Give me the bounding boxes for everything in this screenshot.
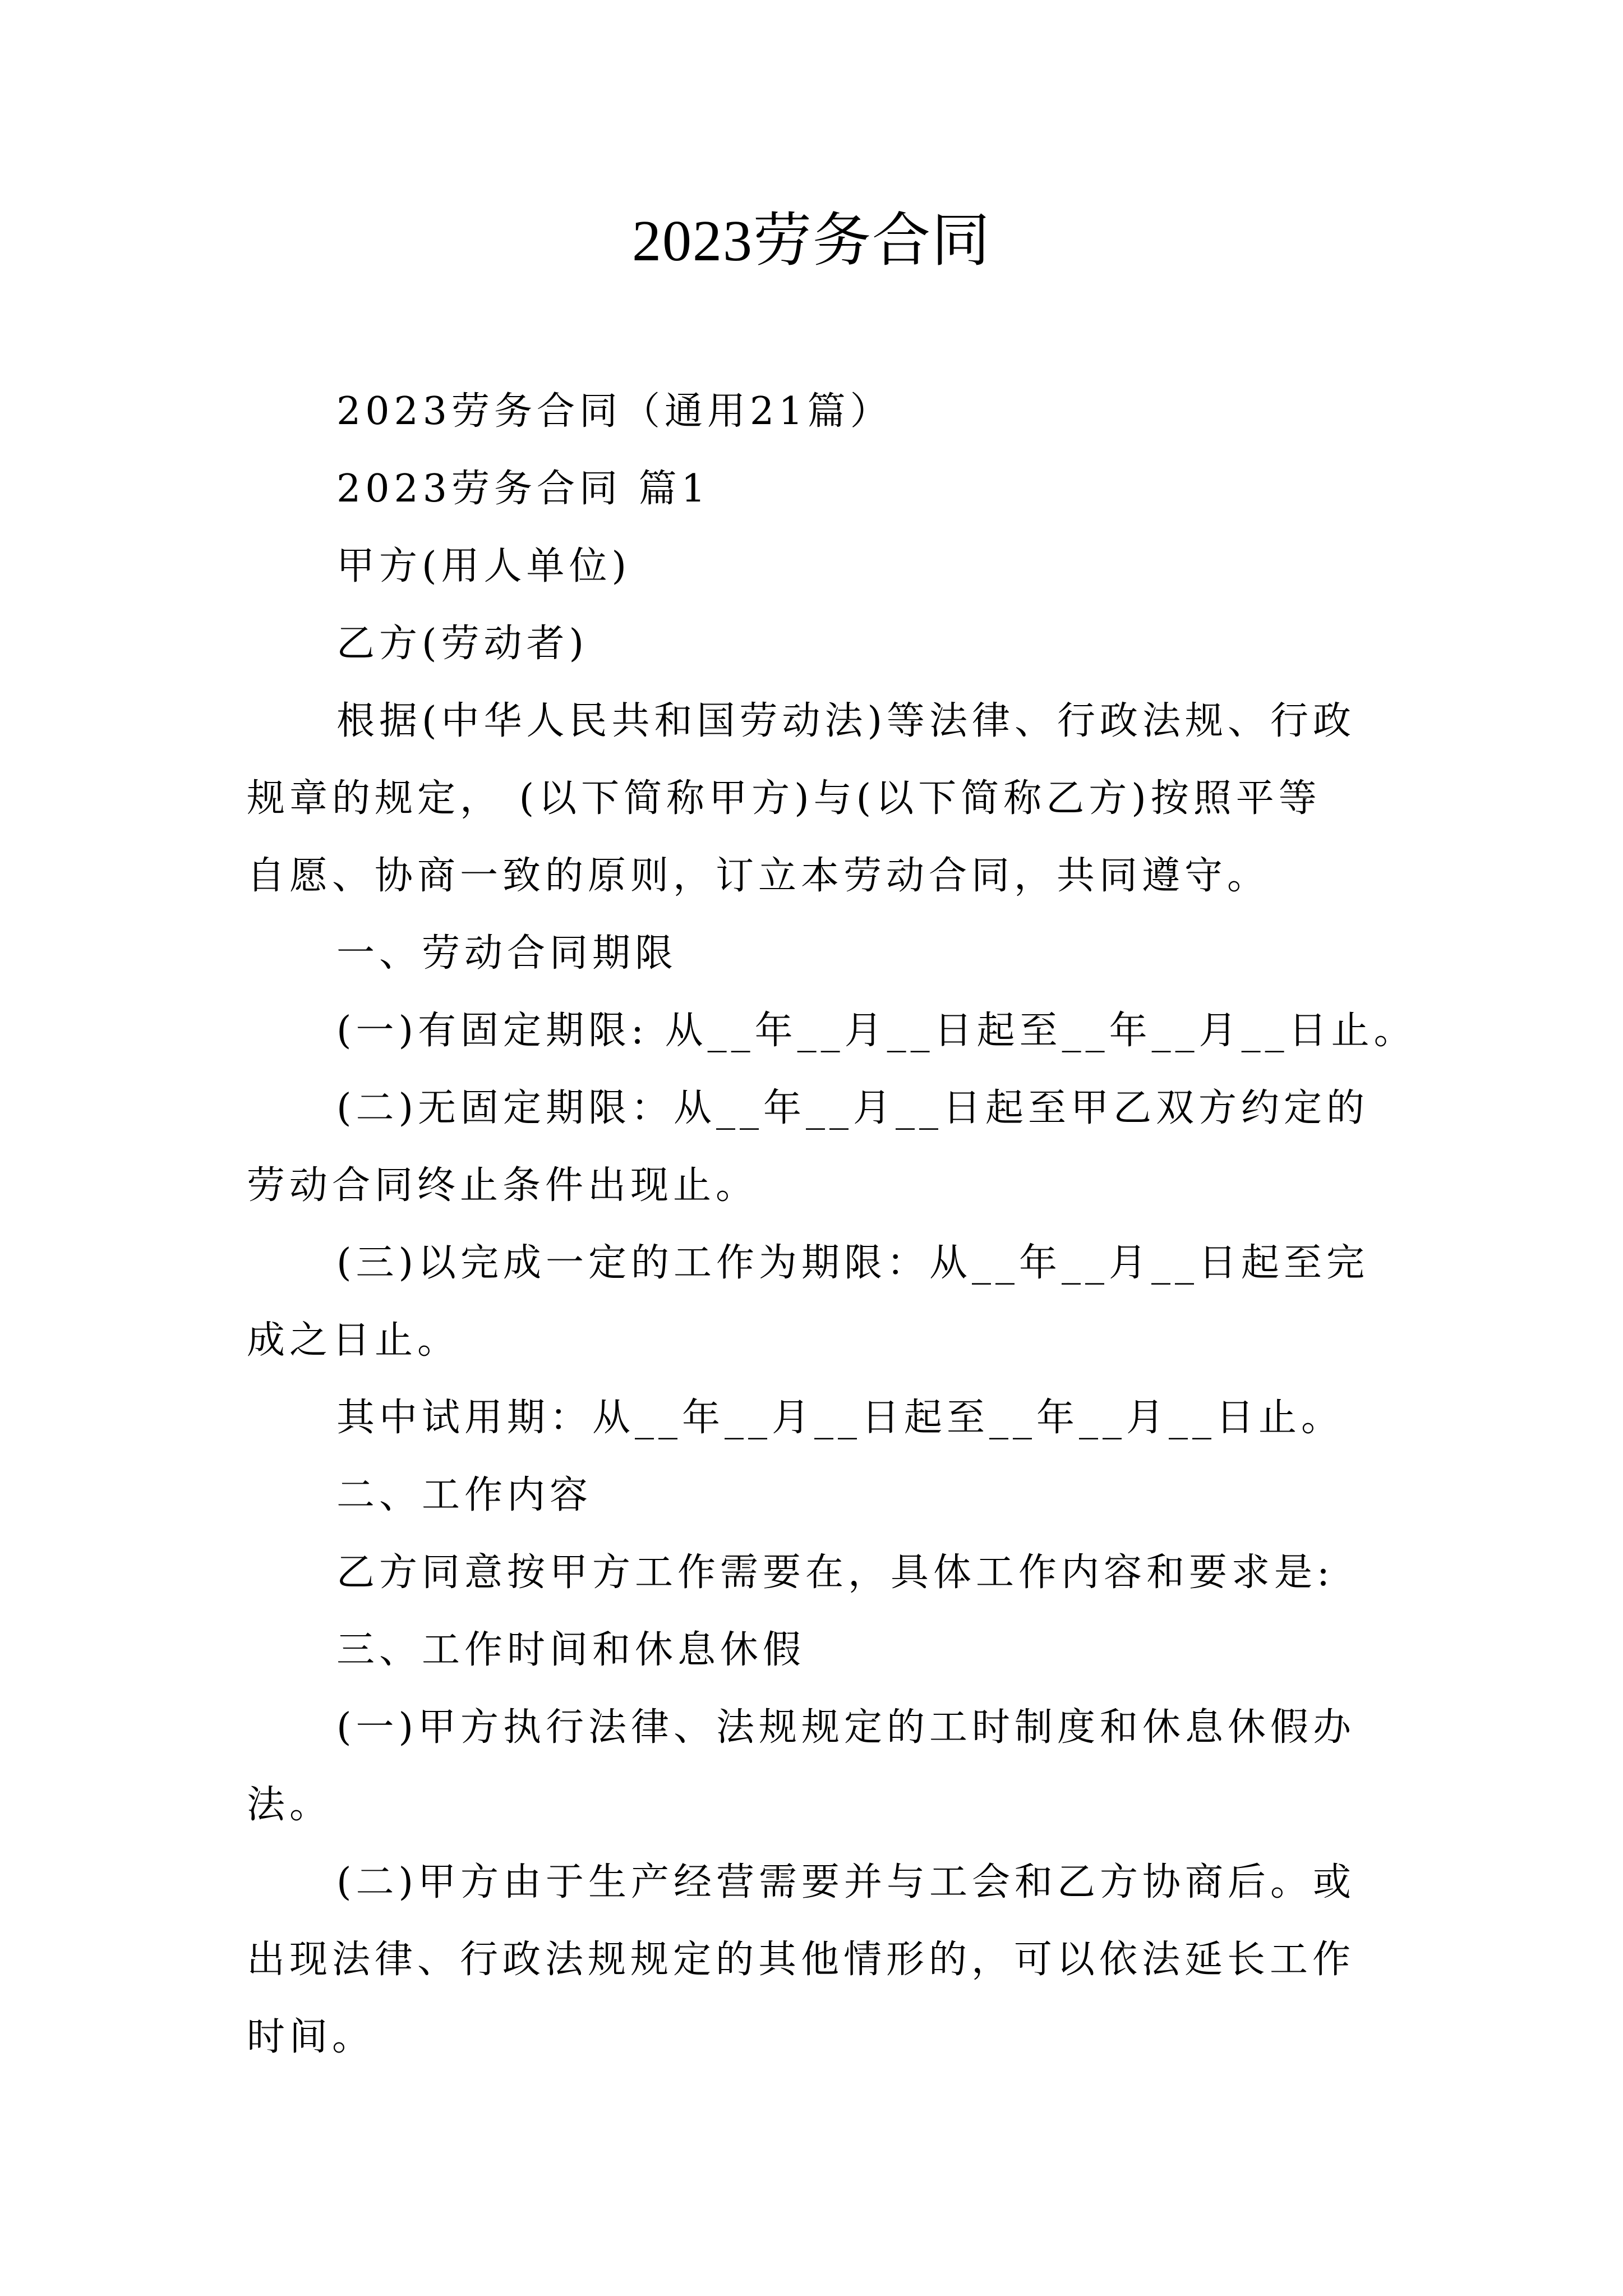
paragraph-line: 时间。 [247,2015,375,2059]
paragraph-line: 劳动合同终止条件出现止。 [247,1163,759,1208]
paragraph-line: (三)以完成一定的工作为期限：从__年__月__日起至完 [336,1241,1370,1285]
document-title: 2023劳务合同 [631,209,991,273]
section-heading: 二、工作内容 [336,1473,593,1517]
section-heading: 一、劳动合同期限 [336,931,678,976]
paragraph-line: 乙方(劳动者) [336,622,589,666]
paragraph-line: 法。 [247,1783,333,1827]
paragraph-line: 2023劳务合同 篇1 [336,467,710,511]
paragraph-line: (二)无固定期限：从__年__月__日起至甲乙双方约定的 [336,1086,1370,1130]
paragraph-line: 甲方(用人单位) [336,544,631,588]
paragraph-line: 乙方同意按甲方工作需要在，具体工作内容和要求是: [336,1550,1334,1595]
paragraph-line: 出现法律、行政法规规定的其他情形的，可以依法延长工作 [247,1938,1355,1982]
paragraph-line: 根据(中华人民共和国劳动法)等法律、行政法规、行政 [336,699,1356,743]
document-body [247,373,1417,2076]
paragraph-line: 自愿、协商一致的原则，订立本劳动合同，共同遵守。 [247,854,1270,898]
section-heading: 三、工作时间和休息休假 [336,1628,806,1672]
paragraph-line: 其中试用期：从__年__月__日起至__年__月__日止。 [336,1396,1344,1440]
paragraph-line: 2023劳务合同（通用21篇） [336,389,893,434]
paragraph-line: (一)甲方执行法律、法规规定的工时制度和休息休假办 [336,1705,1356,1750]
paragraph-line: (一)有固定期限: 从__年__月__日起至__年__月__日止。 [336,1009,1417,1053]
paragraph-line: (二)甲方由于生产经营需要并与工会和乙方协商后。或 [336,1860,1356,1904]
paragraph-line: 成之日止。 [247,1318,460,1363]
paragraph-line: 规章的规定， (以下简称甲方)与(以下简称乙方)按照平等 [247,776,1321,821]
